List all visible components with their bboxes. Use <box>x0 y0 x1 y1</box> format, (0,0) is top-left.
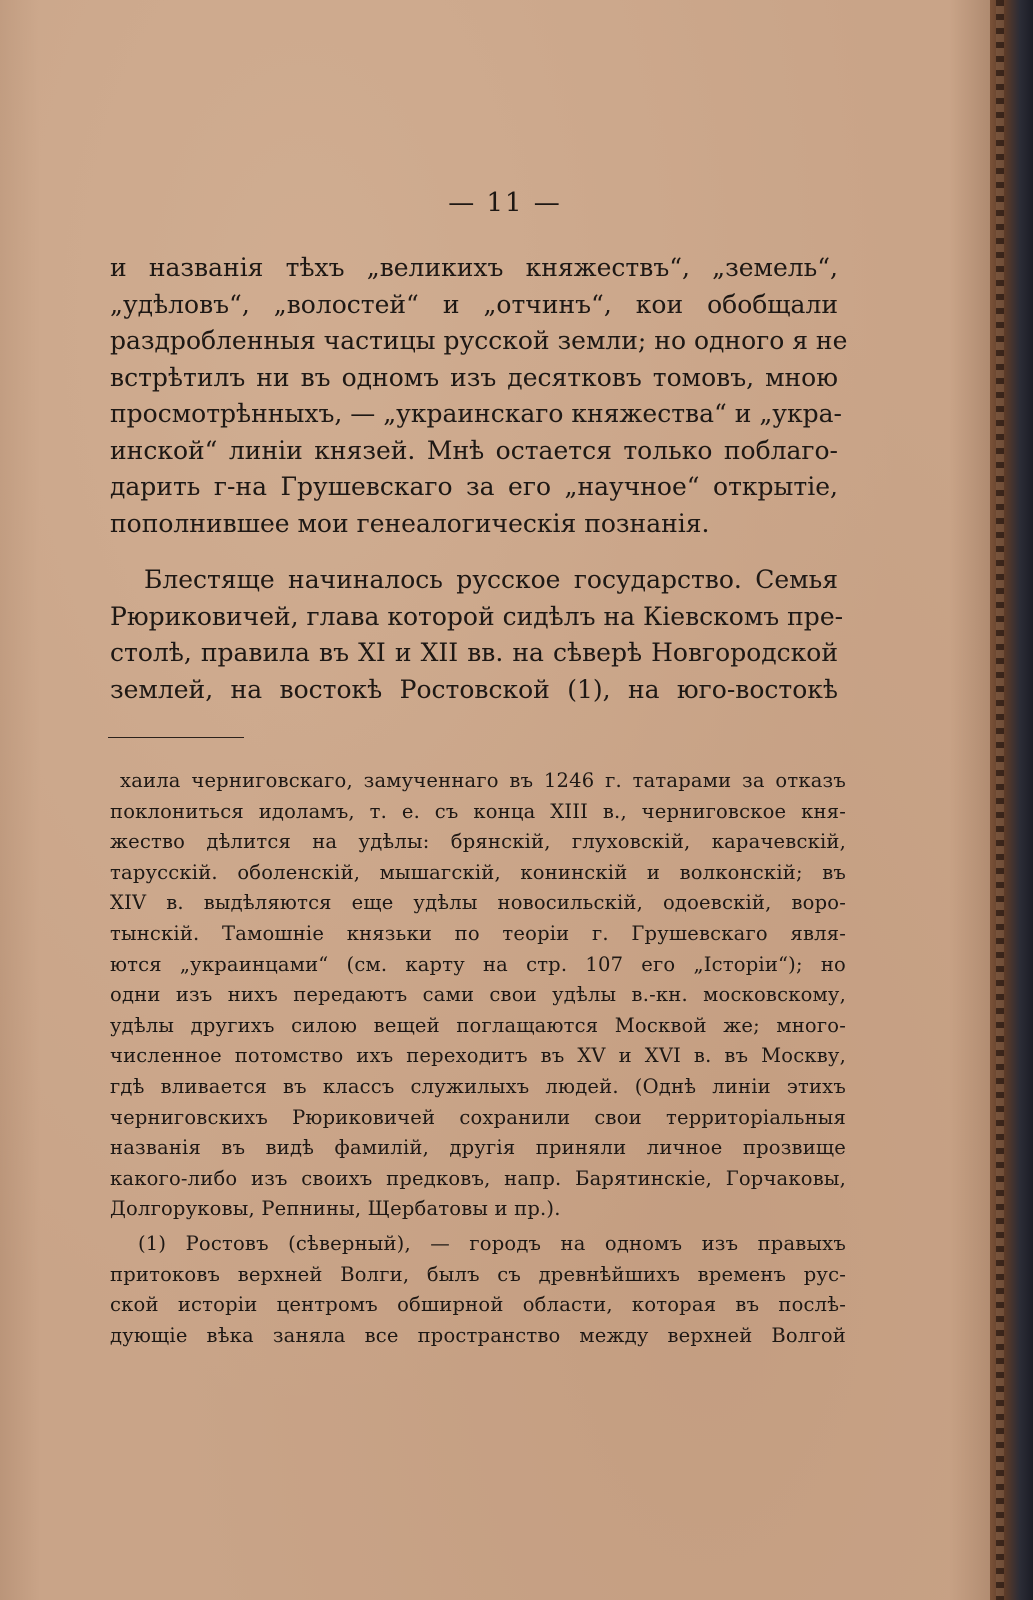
book-spine-edge <box>990 0 1033 1600</box>
text-line: дарить г-на Грушевскаго за его „научное“ открытіе, <box>110 472 838 501</box>
text-line: Блестяще начиналось русское государство. Семья <box>144 565 838 594</box>
footnote-line: XIV в. выдѣляются еще удѣлы новосильскій, одоевскій, воро- <box>110 891 846 915</box>
text-line: пополнившее мои генеалогическія познанія. <box>110 508 710 538</box>
main-text <box>110 250 848 708</box>
footnote-line: ской исторіи центромъ обширной области, которая въ послѣ- <box>110 1293 846 1317</box>
footnote-line: какого-либо изъ своихъ предковъ, напр. Барятинскіе, Горчаковы, <box>110 1166 846 1190</box>
text-line: раздробленныя частицы русской земли; но одного я не <box>110 326 848 355</box>
text-line: „удѣловъ“, „волостей“ и „отчинъ“, кои обобщали <box>110 289 838 319</box>
footnotes <box>110 766 846 1351</box>
paragraph <box>110 250 848 542</box>
text-line: и названія тѣхъ „великихъ княжествъ“, „земель“, <box>110 253 838 282</box>
text-line: землей, на востокѣ Ростовской (1), на юго-востокѣ <box>110 674 838 704</box>
footnote-line: поклониться идоламъ, т. е. съ конца XIII в., черниговское кня- <box>110 799 846 823</box>
footnote-line: (1) Ростовъ (сѣверный), — городъ на одномъ изъ правыхъ <box>138 1231 846 1255</box>
page-number: — 11 — <box>448 188 562 218</box>
footnote-line: притоковъ верхней Волги, былъ съ древнѣйшихъ временъ рус- <box>110 1262 846 1286</box>
footnote-line: численное потомство ихъ переходитъ въ XV и XVI в. въ Москву, <box>110 1044 846 1068</box>
footnote <box>110 766 846 1225</box>
text-line: Рюриковичей, глава которой сидѣлъ на Кіевскомъ пре- <box>110 601 844 631</box>
footnote-divider <box>108 737 244 738</box>
footnote-line: черниговскихъ Рюриковичей сохранили свои территоріальныя <box>110 1105 846 1129</box>
footnote <box>110 1229 846 1351</box>
text-line: просмотрѣнныхъ, — „украинскаго княжества“ и „укра- <box>110 399 842 428</box>
footnote-line: названія въ видѣ фамилій, другія приняли личное прозвище <box>110 1136 846 1160</box>
footnote-line: тынскій. Тамошніе князьки по теоріи г. Грушевскаго явля- <box>110 921 846 945</box>
paragraph <box>110 562 844 708</box>
footnote-line: Долгоруковы, Репнины, Щербатовы и пр.). <box>110 1197 561 1221</box>
text-line: инской“ линіи князей. Мнѣ остается только поблаго- <box>110 435 838 465</box>
text-line: столѣ, правила въ XI и XII вв. на сѣверѣ Новгородской <box>110 638 838 667</box>
footnote-line: хаила черниговскаго, замученнаго въ 1246 г. татарами за отказъ <box>120 769 846 792</box>
footnote-line: удѣлы другихъ силою вещей поглащаются Москвой же; много- <box>110 1013 846 1037</box>
footnote-line: дующіе вѣка заняла все пространство между верхней Волгой <box>110 1323 846 1347</box>
footnote-line: тарусскій. оболенскій, мышагскій, конинскій и волконскій; въ <box>110 860 846 884</box>
footnote-line: ются „украинцами“ (см. карту на стр. 107 его „Історіи“); но <box>110 952 846 976</box>
footnote-line: одни изъ нихъ передаютъ сами свои удѣлы в.-кн. московскому, <box>110 983 846 1007</box>
text-line: встрѣтилъ ни въ одномъ изъ десятковъ томовъ, мною <box>110 362 838 392</box>
footnote-line: жество дѣлится на удѣлы: брянскій, глуховскій, карачевскій, <box>110 830 846 854</box>
footnote-line: гдѣ вливается въ классъ служилыхъ людей. (Однѣ линіи этихъ <box>110 1074 846 1098</box>
